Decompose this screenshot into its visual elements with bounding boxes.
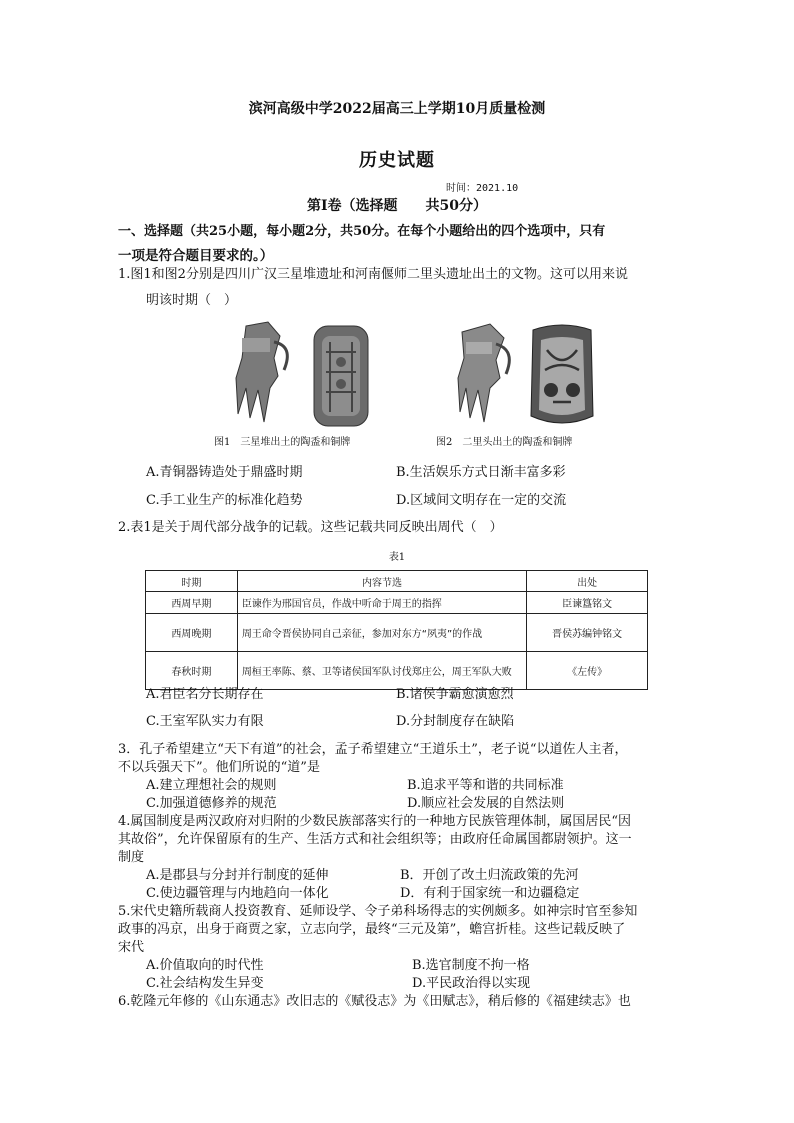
subject-title: 历史试题 (359, 150, 435, 171)
q2-stem: 2.表1是关于周代部分战争的记载。这些记载共同反映出周代（ ） (118, 520, 503, 535)
volume-title: 第Ⅰ卷（选择题 共50分） (306, 198, 488, 214)
q3-option-d[interactable]: D.顺应社会发展的自然法则 (407, 796, 565, 811)
table-cell-period: 春秋时期 (146, 652, 238, 690)
table-header-cell: 内容节选 (237, 571, 526, 592)
q4-option-d[interactable]: D．有利于国家统一和边疆稳定 (400, 886, 580, 901)
q2-option-a[interactable]: A.君臣名分长期存在 (146, 687, 264, 702)
q1-option-d[interactable]: D.区域间文明存在一定的交流 (396, 493, 567, 508)
q3-stem-line2: 不以兵强天下”。他们所说的“道”是 (118, 760, 320, 775)
table-title: 表1 (388, 552, 406, 563)
q4-stem-line3: 制度 (118, 850, 145, 865)
fig1-pottery-jug-image (228, 318, 298, 428)
q2-option-d[interactable]: D.分封制度存在缺陷 (396, 714, 515, 729)
table-row (146, 592, 648, 614)
table-cell-source: 臣谏簋铭文 (527, 592, 648, 614)
q2-option-c[interactable]: C.王室军队实力有限 (146, 714, 264, 729)
q4-stem-line2: 其故俗”，允许保留原有的生产、生活方式和社会组织等；由政府任命属国都尉领护。这一 (118, 832, 632, 847)
q6-stem-line1: 6.乾隆元年修的《山东通志》改旧志的《赋役志》为《田赋志》，稍后修的《福建续志》也 (118, 994, 631, 1009)
q5-stem-line1: 5.宋代史籍所载商人投资教育、延师设学、令子弟科场得志的实例颇多。如神宗时官至参知 (118, 904, 638, 919)
table-cell-period: 西周晚期 (146, 614, 238, 652)
q4-stem-line1: 4.属国制度是两汉政府对归附的少数民族部落实行的一种地方民族管理体制，属国居民“因 (118, 814, 632, 829)
q4-option-c[interactable]: C.使边疆管理与内地趋向一体化 (146, 886, 329, 901)
exam-time: 时间：2021.10 (446, 183, 519, 194)
table-cell-source: 晋侯苏编钟铭文 (527, 614, 648, 652)
table-cell-source: 《左传》 (527, 652, 648, 690)
table-cell-content: 周桓王率陈、蔡、卫等诸侯国军队讨伐郑庄公，周王军队大败 (237, 652, 526, 690)
q3-option-c[interactable]: C.加强道德修养的规范 (146, 796, 277, 811)
q5-stem-line3: 宋代 (118, 940, 145, 955)
war-records-table (145, 570, 648, 690)
q5-option-d[interactable]: D.平民政治得以实现 (412, 976, 531, 991)
q1-option-c[interactable]: C.手工业生产的标准化趋势 (146, 493, 303, 508)
school-title: 滨河高级中学2022届高三上学期10月质量检测 (248, 101, 546, 117)
q1-stem-line2: 明该时期（ ） (146, 293, 238, 308)
q3-stem-line1: 3．孔子希望建立“天下有道”的社会，孟子希望建立“王道乐土”，老子说“以道佐人主者， (118, 742, 628, 757)
table-header-cell: 时期 (146, 571, 238, 592)
section-heading-line1: 一、选择题（共25小题，每小题2分，共50分。在每个小题给出的四个选项中，只有 (118, 224, 606, 239)
table-header-row (146, 571, 648, 592)
table-header-cell: 出处 (527, 571, 648, 592)
q2-option-b[interactable]: B.诸侯争霸愈演愈烈 (396, 687, 514, 702)
table-cell-period: 西周早期 (146, 592, 238, 614)
q1-stem-line1: 1.图1和图2分别是四川广汉三星堆遗址和河南偃师二里头遗址出土的文物。这可以用来说 (118, 267, 628, 282)
q3-option-b[interactable]: B.追求平等和谐的共同标准 (407, 778, 564, 793)
table-row (146, 614, 648, 652)
section-heading (118, 220, 678, 268)
q5-stem-line2: 政事的冯京，出身于商贾之家，立志向学，最终“三元及第”，蟾宫折桂。这些记载反映了 (118, 922, 626, 937)
fig2-caption: 图2 二里头出土的陶盉和铜牌 (436, 437, 573, 448)
fig2-bronze-plaque-image (523, 320, 601, 430)
q4-option-b[interactable]: B．开创了改土归流政策的先河 (400, 868, 579, 883)
table-cell-content: 周王命令晋侯协同自己亲征，参加对东方“夙夷”的作战 (237, 614, 526, 652)
fig1-caption: 图1 三星堆出土的陶盉和铜牌 (214, 437, 351, 448)
q5-option-a[interactable]: A.价值取向的时代性 (146, 958, 264, 973)
q4-option-a[interactable]: A.是郡县与分封并行制度的延伸 (146, 868, 329, 883)
section-heading-line2: 一项是符合题目要求的。） (118, 248, 274, 264)
q1-option-b[interactable]: B.生活娱乐方式日渐丰富多彩 (396, 465, 566, 480)
q3-option-a[interactable]: A.建立理想社会的规则 (146, 778, 277, 793)
q5-option-c[interactable]: C.社会结构发生异变 (146, 976, 264, 991)
q1-option-a[interactable]: A.青铜器铸造处于鼎盛时期 (146, 465, 303, 480)
q5-option-b[interactable]: B.选官制度不拘一格 (412, 958, 530, 973)
fig2-pottery-jug-image (448, 318, 518, 428)
table-row (146, 652, 648, 690)
table-cell-content: 臣谏作为邢国官员，作战中听命于周王的指挥 (237, 592, 526, 614)
fig1-bronze-plaque-image (310, 322, 372, 430)
